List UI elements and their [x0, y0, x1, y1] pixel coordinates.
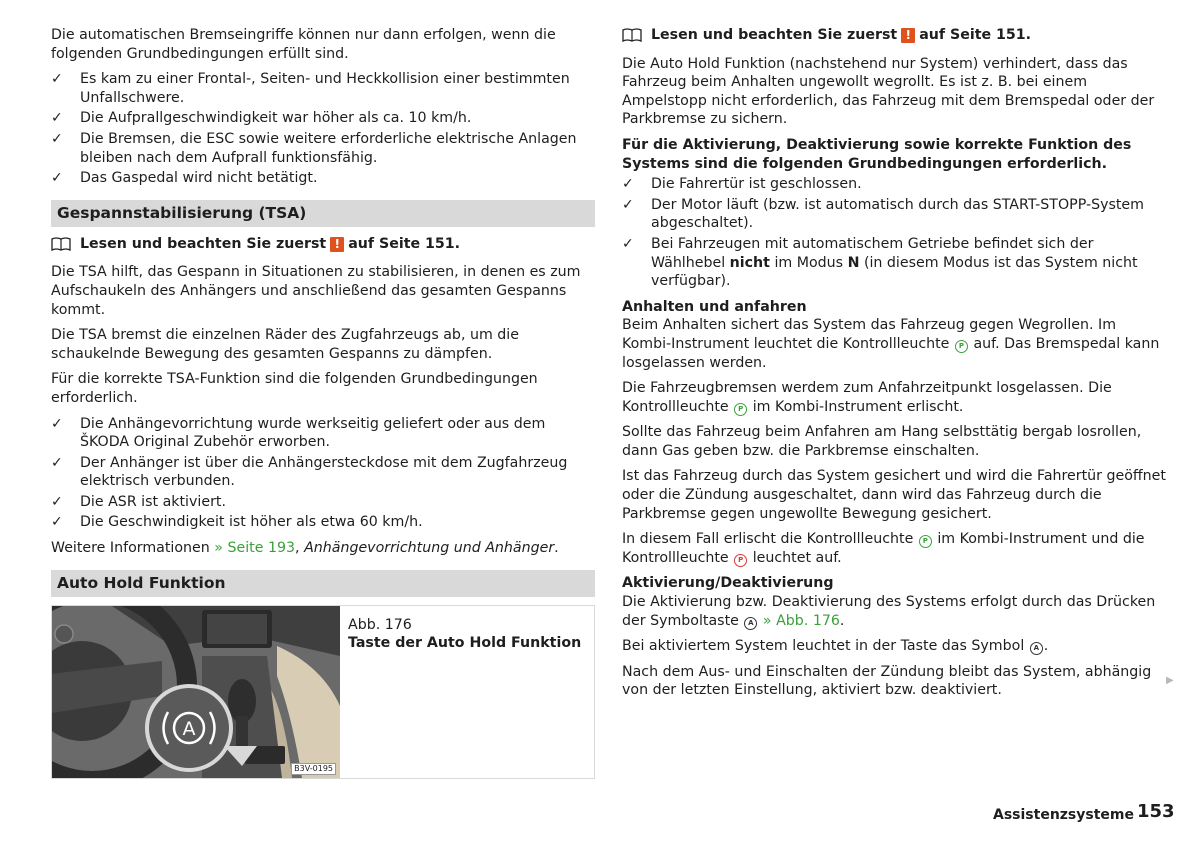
warning-icon: ! [901, 28, 915, 43]
book-icon [51, 237, 71, 251]
list-item: ✓ Es kam zu einer Frontal-, Seiten- und Heckkollision einer bestimmten Unfallschwere. [51, 71, 570, 106]
paragraph: Die Aktivierung bzw. Deaktivierung des Systems erfolgt durch das Drücken der Symboltaste A » Abb. 176. [622, 594, 1156, 629]
page-193-link[interactable]: » Seite 193 [214, 540, 296, 557]
left-column [51, 26, 595, 779]
list-item: ✓ Das Gaspedal wird nicht betätigt. [51, 170, 318, 187]
autohold-button-icon [156, 698, 222, 758]
figure-title: Taste der Auto Hold Funktion [348, 635, 582, 652]
check-icon: ✓ [51, 170, 63, 187]
list-item: ✓ Die Aufprallgeschwindigkeit war höher als ca. 10 km/h. [51, 110, 472, 127]
check-icon: ✓ [622, 235, 634, 252]
tsa-paragraph: Für die korrekte TSA-Funktion sind die folgenden Grundbedingungen erforderlich. [51, 371, 538, 406]
autohold-lamp-icon: P [734, 403, 747, 416]
autohold-lamp-icon: P [955, 340, 968, 353]
check-icon: ✓ [622, 196, 634, 213]
figure-number: Abb. 176 [348, 616, 412, 633]
read-first-note: Lesen und beachten Sie zuerst ! auf Seite 151. [51, 235, 595, 254]
figure-176-link[interactable]: » Abb. 176 [762, 612, 840, 629]
list-item: ✓ Die Bremsen, die ESC sowie weitere erforderliche elektrische Anlagen bleiben nach dem Aufprall funktionsfähig. [51, 130, 577, 166]
autohold-condition-list [622, 175, 1167, 291]
subheading-anhalten: Anhalten und anfahren [622, 298, 807, 315]
check-icon: ✓ [51, 514, 63, 531]
paragraph: Sollte das Fahrzeug beim Anfahren am Hang selbsttätig bergab losrollen, dann Gas geben bzw. die Parkbremse einschalten. [622, 424, 1142, 459]
list-item: ✓ Der Anhänger ist über die Anhängersteckdose mit dem Zugfahrzeug elektrisch verbunden. [51, 454, 568, 490]
continue-arrow-icon: ▶ [1166, 675, 1174, 686]
intro-condition-list [51, 70, 595, 188]
figure-176 [51, 605, 595, 779]
tsa-condition-list [51, 415, 595, 533]
list-item: ✓ Die Geschwindigkeit ist höher als etwa 60 km/h. [51, 514, 423, 531]
intro-paragraph: Die Auto Hold Funktion (nachstehend nur System) verhindert, dass das Fahrzeug beim Anhalten ungewollt wegrollt. Es ist z. B. bei einem Ampelstopp nicht erforderlich, das Fahrzeug mit dem Bremspedal oder der Parkbremse zu sichern. [622, 55, 1155, 128]
list-item: ✓ Die Fahrertür ist geschlossen. [622, 176, 862, 193]
paragraph: Die Fahrzeugbremsen werdem zum Anfahrzeitpunkt losgelassen. Die Kontrollleuchte P im Kombi-Instrument erlischt. [622, 380, 1112, 415]
tsa-paragraph: Die TSA hilft, das Gespann in Situationen zu stabilisieren, in denen es zum Aufschaukeln des Anhängers und anschließend das gesamten Gespanns kommt. [51, 264, 581, 318]
paragraph: Bei aktiviertem System leuchtet in der Taste das Symbol A . [622, 638, 1049, 655]
parking-brake-lamp-icon: P [734, 554, 747, 567]
right-column [622, 26, 1167, 707]
paragraph: Ist das Fahrzeug durch das System gesichert und wird die Fahrertür geöffnet oder die Zündung ausgeschaltet, dann wird das Fahrzeug durch die Parkbremse gegen ungewollte Bewegung gesichert. [622, 468, 1166, 522]
check-icon: ✓ [51, 454, 63, 471]
conditions-title: Für die Aktivierung, Deaktivierung sowie korrekte Funktion des Systems sind die folgenden Grundbedingungen erforderlich. [622, 136, 1132, 172]
paragraph: In diesem Fall erlischt die Kontrollleuchte P im Kombi-Instrument und die Kontrollleuchte P leuchtet auf. [622, 531, 1145, 566]
figure-image [52, 606, 340, 778]
footer-section-title: Assistenzsysteme [993, 807, 1134, 823]
autohold-section-heading: Auto Hold Funktion [51, 570, 595, 597]
list-item: ✓ Bei Fahrzeugen mit automatischem Getriebe befindet sich der Wählhebel nicht im Modus N (in diesem Modus ist das System nicht verfügbar). [622, 235, 1138, 290]
autohold-symbol-icon: A [1030, 642, 1043, 655]
check-icon: ✓ [51, 415, 63, 432]
tsa-section-heading: Gespannstabilisierung (TSA) [51, 200, 595, 227]
page-number: 153 [1137, 801, 1175, 822]
check-icon: ✓ [51, 71, 63, 88]
warning-icon: ! [330, 237, 344, 252]
figure-caption [340, 606, 581, 778]
autohold-lamp-icon: P [919, 535, 932, 548]
book-icon [622, 28, 642, 42]
list-item: ✓ Die Anhängevorrichtung wurde werkseitig geliefert oder aus dem ŠKODA Original Zubehör erworben. [51, 415, 546, 451]
intro-paragraph: Die automatischen Bremseingriffe können nur dann erfolgen, wenn die folgenden Grundbedingungen erfüllt sind. [51, 27, 556, 62]
check-icon: ✓ [51, 130, 63, 147]
tsa-paragraph: Die TSA bremst die einzelnen Räder des Zugfahrzeugs ab, um die schaukelnde Bewegung des gesamten Gespanns zu dämpfen. [51, 327, 519, 362]
check-icon: ✓ [51, 110, 63, 127]
list-item: ✓ Der Motor läuft (bzw. ist automatisch durch das START-STOPP-System abgeschaltet). [622, 196, 1144, 232]
list-item: ✓ Die ASR ist aktiviert. [51, 493, 226, 510]
read-first-note: Lesen und beachten Sie zuerst ! auf Seite 151. [622, 26, 1167, 45]
paragraph: Beim Anhalten sichert das System das Fahrzeug gegen Wegrollen. Im Kombi-Instrument leuchtet die Kontrollleuchte P auf. Das Bremspedal kann losgelassen werden. [622, 317, 1160, 371]
autohold-symbol-icon: A [744, 617, 757, 630]
check-icon: ✓ [622, 176, 634, 193]
subheading-aktivierung: Aktivierung/Deaktivierung [622, 575, 834, 592]
figure-code: B3V-0195 [291, 763, 336, 775]
check-icon: ✓ [51, 493, 63, 510]
autohold-symbol-text: A [182, 717, 196, 740]
paragraph: Nach dem Aus- und Einschalten der Zündung bleibt das System, abhängig von der letzten Einstellung, aktiviert bzw. deaktiviert. [622, 663, 1152, 699]
more-info-paragraph: Weitere Informationen » Seite 193, Anhängevorrichtung und Anhänger. [51, 540, 559, 557]
